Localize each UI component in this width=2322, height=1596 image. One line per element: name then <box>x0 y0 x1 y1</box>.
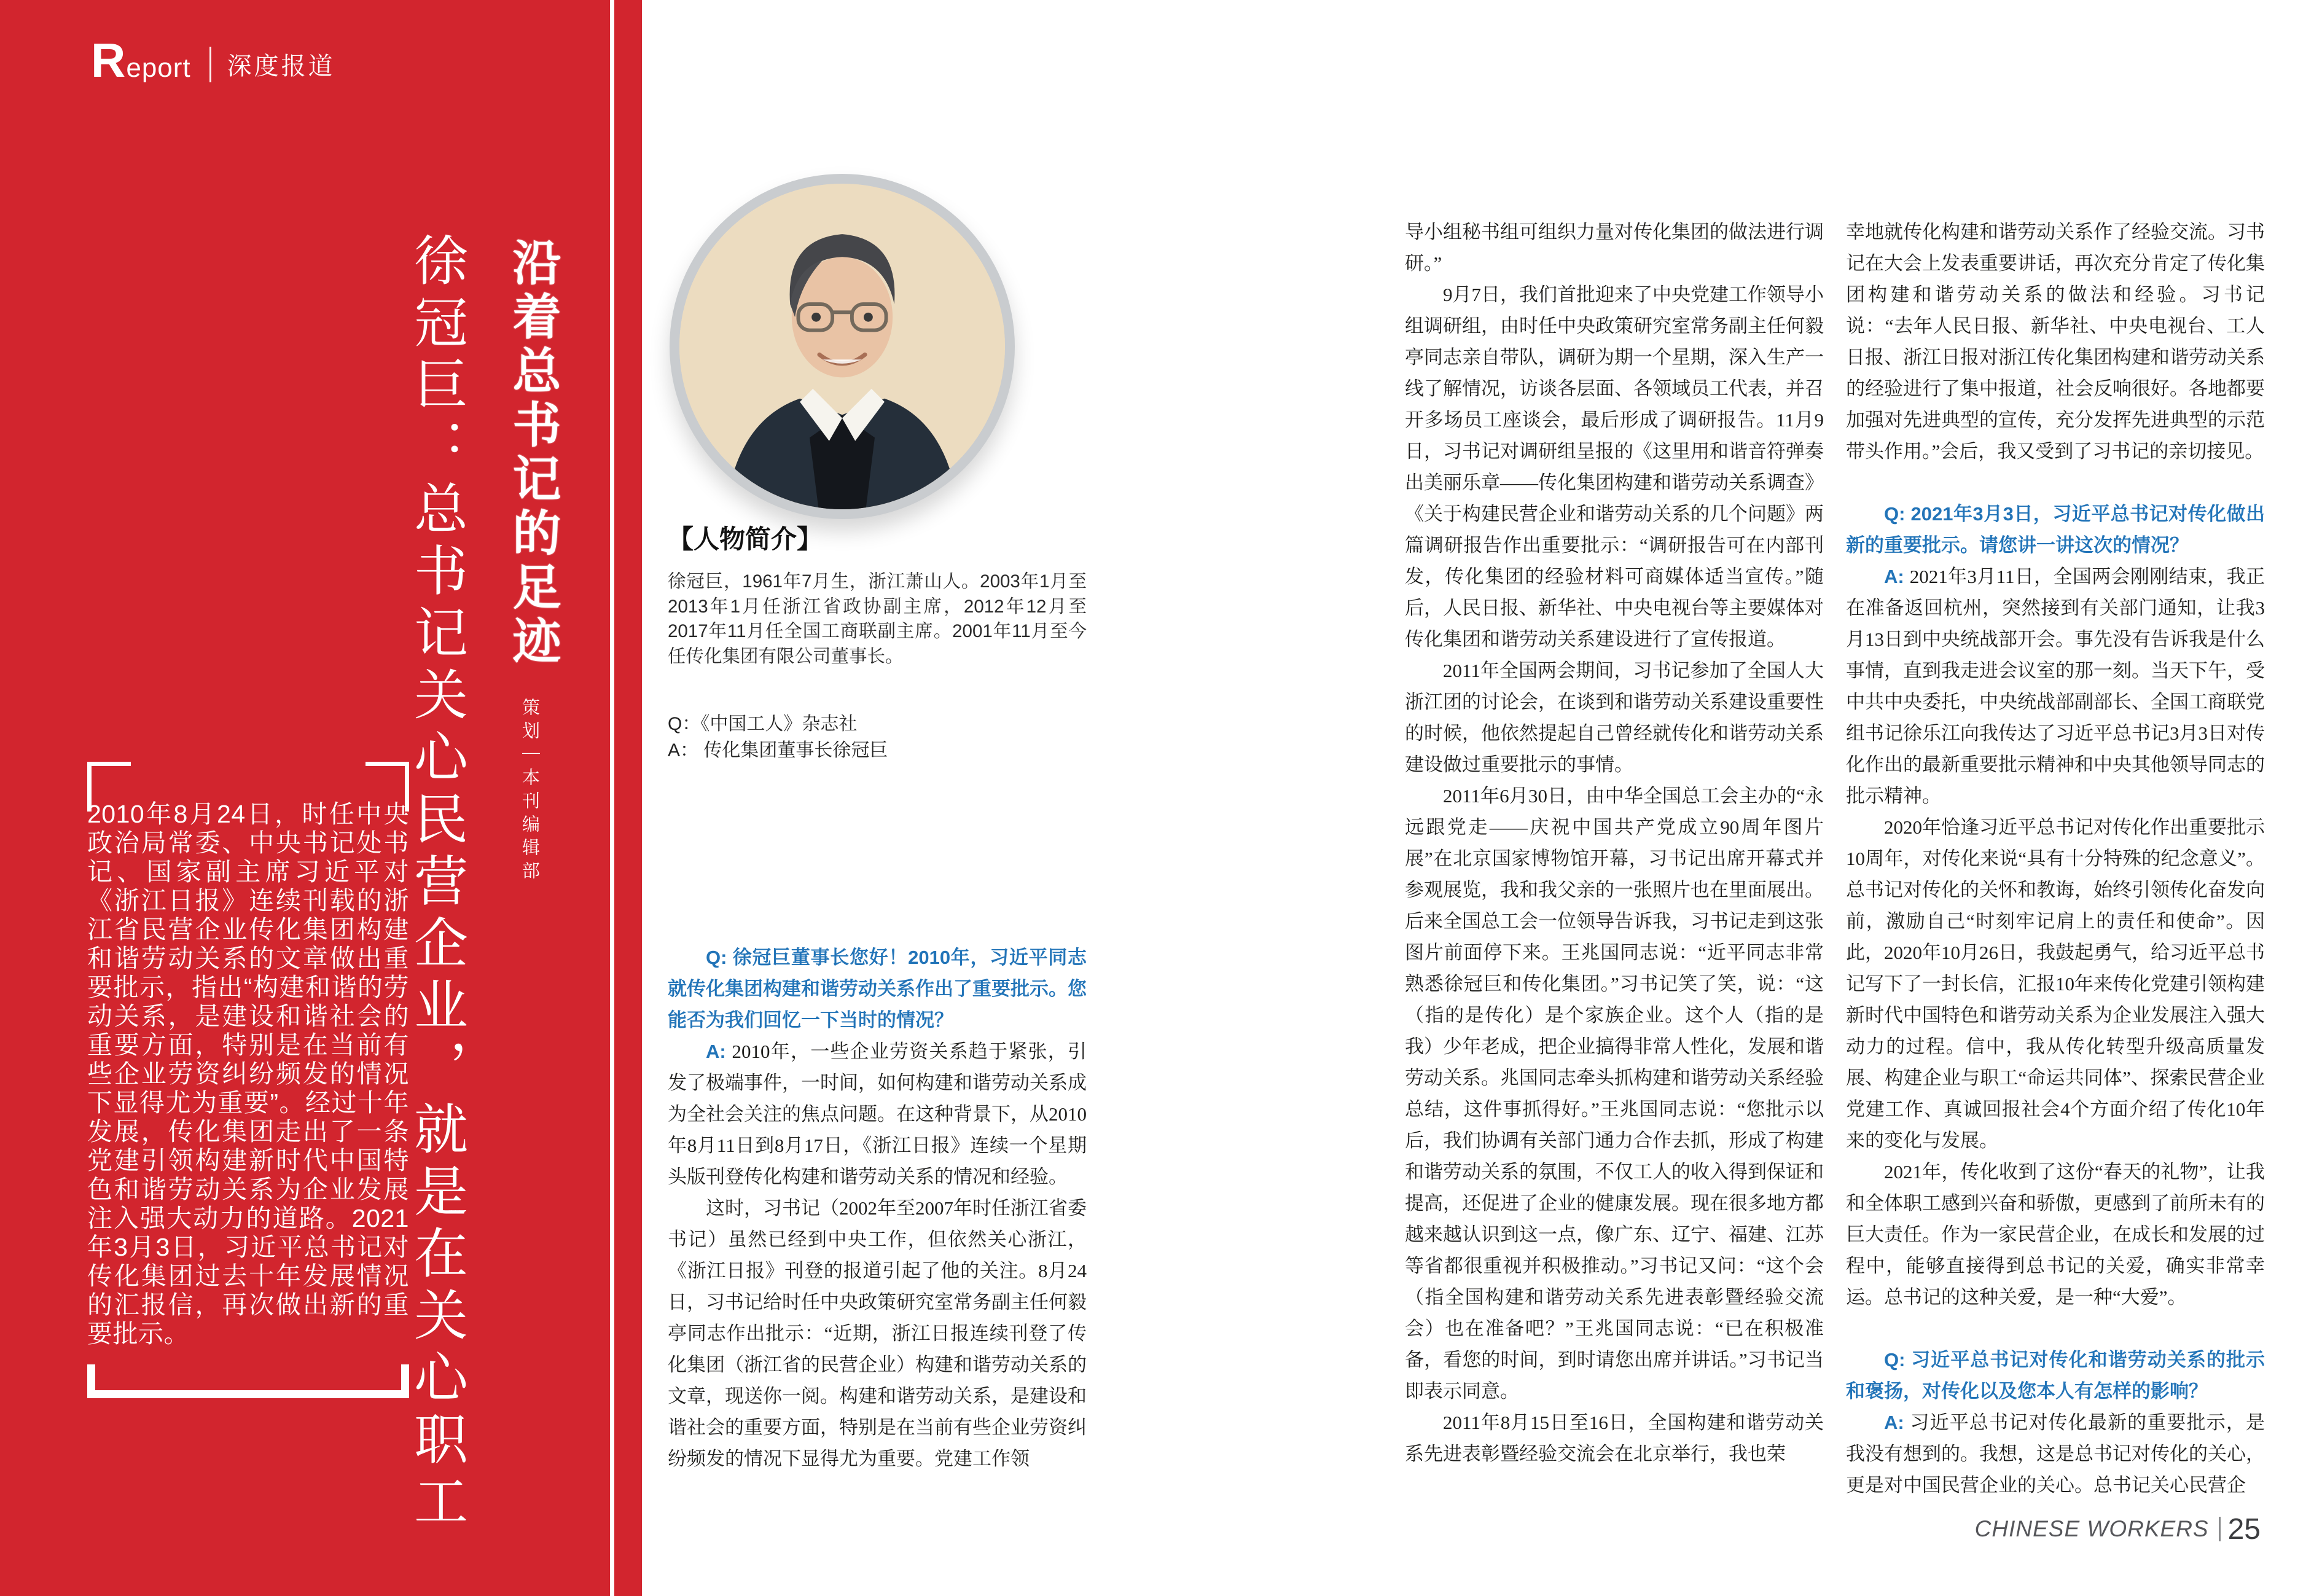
paragraph-q: Q: 习近平总书记对传化和谐劳动关系的批示和褒扬，对传化以及您本人有怎样的影响？ <box>1846 1349 2265 1402</box>
article-column-1 <box>668 942 1087 1502</box>
masthead-section-label: 深度报道 <box>227 53 335 80</box>
paragraph-body: 2020年恰逢习近平总书记对传化作出重要批示10周年，对传化来说“具有十分特殊的纪念意义”。总书记对传化的关怀和教诲，始终引领传化奋发向前，激励自己“时刻牢记肩上的责任和使命”。因此，2020年10月26日，我鼓起勇气，给习近平总书记写下了一封长信，汇报10年来传化党建引领构建新时代中国特色和谐劳动关系为企业发展注入强大动力的过程。信中，我从传化转型升级高质量发展、构建企业与职工“命运共同体”、探索民营企业党建工作、真诚回报社会4个方面介绍了传化10年来的变化与发展。 <box>1846 816 2265 1151</box>
portrait-photo-ring <box>670 174 1015 519</box>
paragraph-a: A: 习近平总书记对传化最新的重要批示，是我没有想到的。我想，这是总书记对传化的关心，更是对中国民营企业的关心。总书记关心民营企 <box>1846 1412 2265 1495</box>
magazine-name: CHINESE WORKERS <box>1974 1516 2209 1541</box>
article-subtitle-vertical: 徐冠巨：总书记关心民营企业，就是在关心职工 <box>407 232 467 1535</box>
bracket-top-right <box>366 762 409 812</box>
article-title-vertical: 沿着总书记的足迹 <box>504 237 561 670</box>
paragraph-body: 导小组秘书组可组织力量对传化集团的做法进行调研。” <box>1405 221 1824 274</box>
paragraph-body: 幸地就传化构建和谐劳动关系作了经验交流。习书记在大会上发表重要讲话，再次充分肯定了传化集团构建和谐劳动关系的做法和经验。习书记说：“去年人民日报、新华社、中央电视台、工人日报、浙江日报对浙江传化集团构建和谐劳动关系的经验进行了集中报道，社会反响很好。各地都要加强对先进典型的宣传，充分发挥先进典型的示范带头作用。”会后，我又受到了习书记的亲切接见。 <box>1846 221 2265 462</box>
page-number: 25 <box>2227 1513 2261 1546</box>
masthead-report-label: Report <box>91 33 191 87</box>
a-prefix: A: <box>706 1041 732 1062</box>
paragraph-a: A: 2010年，一些企业劳资关系趋于紧张，引发了极端事件，一时间，如何构建和谐劳动关系成为全社会关注的焦点问题。在这种背景下，从2010年8月11日到8月17日，《浙江日报》连续一个星期头版刊登传化构建和谐劳动关系的情况和经验。 <box>668 1041 1087 1187</box>
page-footer <box>1818 1512 2261 1546</box>
interview-parties <box>668 711 1087 764</box>
portrait-illustration <box>679 184 1005 509</box>
spine-divider-line <box>610 0 614 1596</box>
q-prefix: Q: <box>1884 503 1911 525</box>
paragraph-q: Q: 徐冠巨董事长您好！2010年，习近平同志就传化集团构建和谐劳动关系作出了重要批示。您能否为我们回忆一下当时的情况？ <box>668 947 1087 1031</box>
article-column-3 <box>1846 216 2265 1495</box>
profile-bio: 徐冠巨，1961年7月生，浙江萧山人。2003年1月至2013年1月任浙江省政协副主席，2012年12月至2017年11月任全国工商联副主席。2001年11月至今任传化集团有限公司董事长。 <box>668 571 1087 667</box>
profile-section <box>668 525 1087 764</box>
paragraph-body: 这时，习书记（2002年至2007年时任浙江省委书记）虽然已经到中央工作，但依然关心浙江，《浙江日报》刊登的报道引起了他的关注。8月24日，习书记给时任中央政策研究室常务副主任何毅亭同志作出批示：“近期，浙江日报连续刊登了传化集团（浙江省的民营企业）构建和谐劳动关系的文章，现送你一阅。构建和谐劳动关系，是建设和谐社会的重要方面，特别是在当前有些企业劳资纠纷频发的情况下显得尤为重要。党建工作领 <box>668 1197 1087 1469</box>
q-prefix: Q: <box>706 947 733 968</box>
paragraph-body: 2011年全国两会期间，习书记参加了全国人大浙江团的讨论会，在谈到和谐劳动关系建设重要性的时候，他依然提起自己曾经就传化和谐劳动关系建设做过重要批示的事情。 <box>1405 660 1824 775</box>
bracket-top-left <box>87 762 131 812</box>
red-title-page <box>0 0 642 1596</box>
lede-box <box>87 762 409 1398</box>
interviewer-label: Q：《中国工人》杂志社 <box>668 714 858 734</box>
section-masthead <box>91 32 335 96</box>
a-prefix: A: <box>1884 566 1910 587</box>
q-prefix: Q: <box>1884 1349 1912 1371</box>
profile-heading: 【人物简介】 <box>668 525 823 554</box>
interviewee-label: A： 传化集团董事长徐冠巨 <box>668 740 888 761</box>
paragraph-body: 2021年，传化收到了这份“春天的礼物”，让我和全体职工感到兴奋和骄傲，更感到了前所未有的巨大责任。作为一家民营企业，在成长和发展的过程中，能够直接得到总书记的关爱，确实非常幸运。总书记的这种关爱，是一种“大爱”。 <box>1846 1161 2265 1308</box>
paragraph-body: 2011年6月30日，由中华全国总工会主办的“永远跟党走——庆祝中国共产党成立90周年图片展”在北京国家博物馆开幕，习书记出席开幕式并参观展览，我和我父亲的一张照片也在里面展出。后来全国总工会一位领导告诉我，习书记走到这张图片前面停下来。王兆国同志说：“近平同志非常熟悉徐冠巨和传化集团。”习书记笑了笑，说：“这（指的是传化）是个家族企业。这个人（指的是我）少年老成，把企业搞得非常人性化，发展和谐劳动关系。兆国同志牵头抓构建和谐劳动关系经验总结，这件事抓得好。”王兆国同志说：“您批示以后，我们协调有关部门通力合作去抓，形成了构建和谐劳动关系的氛围，不仅工人的收入得到保证和提高，还促进了企业的健康发展。现在很多地方都越来越认识到这一点，像广东、辽宁、福建、江苏等省都很重视并积极推动。”习书记又问：“这个会（指全国构建和谐劳动关系先进表彰暨经验交流会）也在准备吧？”王兆国同志说：“已在积极准备，看您的时间，到时请您出席并讲话。”习书记当即表示同意。 <box>1405 785 1824 1402</box>
portrait-photo <box>679 184 1005 509</box>
a-prefix: A: <box>1884 1412 1910 1433</box>
article-column-2 <box>1405 216 1824 1495</box>
lede-paragraph: 2010年8月24日，时任中央政治局常委、中央书记处书记、国家副主席习近平对《浙江日报》连续刊载的浙江省民营企业传化集团构建和谐劳动关系的文章做出重要批示，指出“构建和谐的劳动关系，是建设和谐社会的重要方面，特别是在当前有些企业劳资纠纷频发的情况下显得尤为重要”。经过十年发展，传化集团走出了一条党建引领构建新时代中国特色和谐劳动关系为企业发展注入强大动力的道路。2021年3月3日，习近平总书记对传化集团过去十年发展情况的汇报信，再次做出新的重要批示。 <box>87 800 409 1348</box>
paragraph-a: A: 2021年3月11日，全国两会刚刚结束，我正在准备返回杭州，突然接到有关部门通知，让我3月13日到中央统战部开会。事先没有告诉我是什么事情，直到我走进会议室的那一刻。当天下午，受中共中央委托，中央统战部副部长、全国工商联党组书记徐乐江向我传达了习近平总书记3月3日对传化作出的最新重要批示精神和中央其他领导同志的批示精神。 <box>1846 566 2265 807</box>
planning-credit-vertical: 策划｜本刊编辑部 <box>520 698 539 885</box>
paragraph-body: 9月7日，我们首批迎来了中央党建工作领导小组调研组，由时任中央政策研究室常务副主任何毅亭同志亲自带队，调研为期一个星期，深入生产一线了解情况，访谈各层面、各领域员工代表，并召开多场员工座谈会，最后形成了调研报告。11月9日，习书记对调研组呈报的《这里用和谐音符弹奏出美丽乐章——传化集团构建和谐劳动关系调查》《关于构建民营企业和谐劳动关系的几个问题》两篇调研报告作出重要批示：“调研报告可在内部刊发，传化集团的经验材料可商媒体适当宣传。”随后，人民日报、新华社、中央电视台等主要媒体对传化集团和谐劳动关系建设进行了宣传报道。 <box>1405 284 1824 650</box>
paragraph-body: 2011年8月15日至16日，全国构建和谐劳动关系先进表彰暨经验交流会在北京举行，我也荣 <box>1405 1412 1824 1465</box>
lede-top-brackets <box>87 762 409 808</box>
masthead-divider <box>209 47 211 82</box>
paragraph-q: Q: 2021年3月3日，习近平总书记对传化做出新的重要批示。请您讲一讲这次的情况？ <box>1846 503 2265 556</box>
bracket-bottom <box>87 1364 409 1398</box>
footer-divider <box>2219 1517 2221 1541</box>
